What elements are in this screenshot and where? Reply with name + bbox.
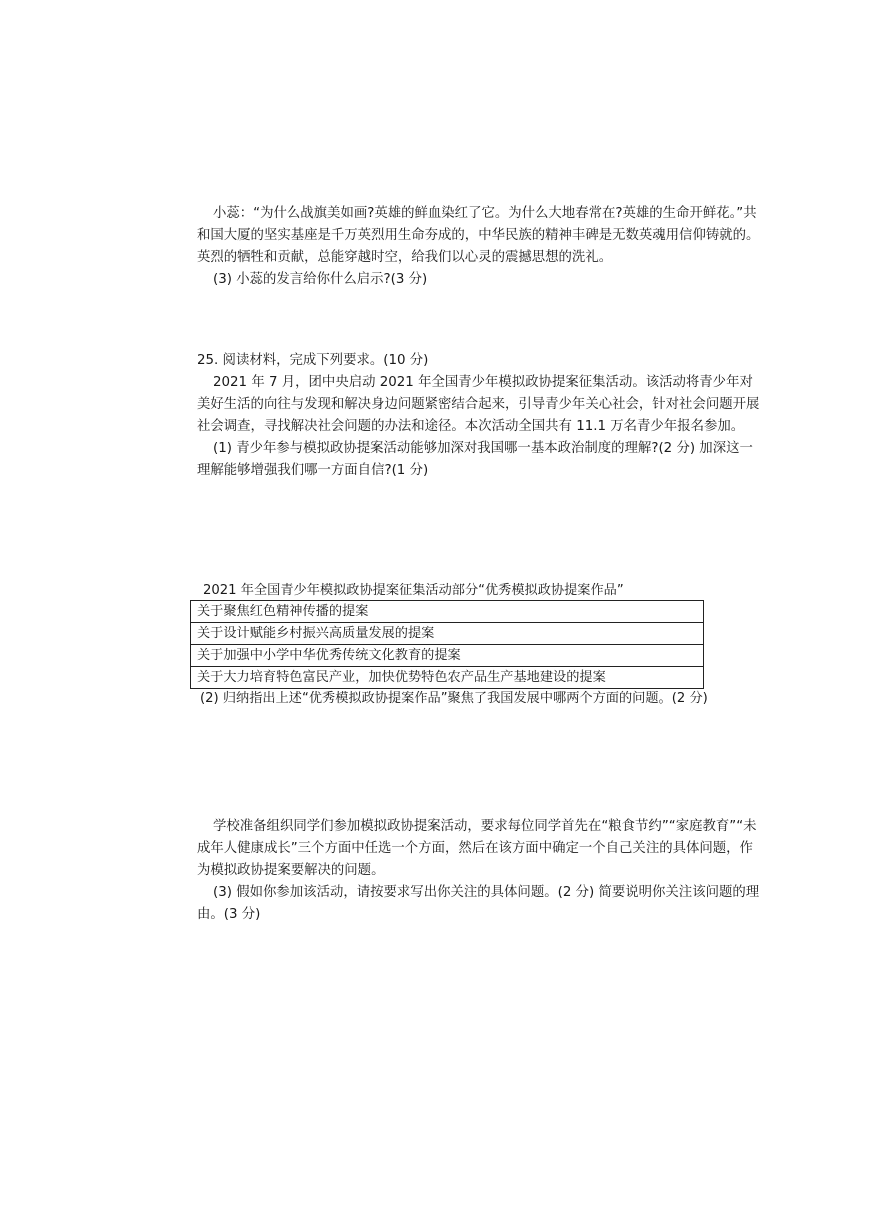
proposal-table bbox=[190, 600, 704, 689]
table-row bbox=[191, 667, 704, 689]
table-cell: 关于聚焦红色精神传播的提案 bbox=[191, 601, 704, 623]
table-cell: 关于设计赋能乡村振兴高质量发展的提案 bbox=[191, 623, 704, 645]
section-school-activity bbox=[197, 816, 762, 926]
table-cell: 关于大力培育特色富民产业，加快优势特色农产品生产基地建设的提案 bbox=[191, 667, 704, 689]
activity-paragraph: 学校准备组织同学们参加模拟政协提案活动，要求每位同学首先在“粮食节约”“家庭教育”“未成年人健康成长”三个方面中任选一个方面，然后在该方面中确定一个自己关注的具体问题，作为模拟政协提案要解决的问题。 bbox=[197, 819, 757, 878]
table-caption: 2021 年全国青少年模拟政协提案征集活动部分“优秀模拟政协提案作品” bbox=[203, 583, 624, 598]
material-paragraph: 2021 年 7 月，团中央启动 2021 年全国青少年模拟政协提案征集活动。该活动将青少年对美好生活的向往与发现和解决身边问题紧密结合起来，引导青少年关心社会，针对社会问题开展社会调查，寻找解决社会问题的办法和途径。本次活动全国共有 11.1 万名青少年报名参加。 bbox=[197, 375, 760, 434]
question-3-hero: (3) 小蕊的发言给你什么启示?(3 分) bbox=[213, 272, 428, 287]
question-2: (2) 归纳指出上述“优秀模拟政协提案作品”聚焦了我国发展中哪两个方面的问题。(2 分) bbox=[200, 691, 708, 706]
question-1: (1) 青少年参与模拟政协提案活动能够加深对我国哪一基本政治制度的理解?(2 分) 加深这一理解能够增强我们哪一方面自信?(1 分) bbox=[197, 441, 753, 478]
table-row bbox=[191, 601, 704, 623]
question-25-heading: 25. 阅读材料，完成下列要求。(10 分) bbox=[197, 353, 429, 368]
table-row bbox=[191, 645, 704, 667]
section-question-25 bbox=[197, 350, 762, 482]
question-3: (3) 假如你参加该活动，请按要求写出你关注的具体问题。(2 分) 简要说明你关注该问题的理由。(3 分) bbox=[197, 885, 760, 922]
section-hero-story bbox=[197, 203, 762, 291]
table-row bbox=[191, 623, 704, 645]
table-cell: 关于加强中小学中华优秀传统文化教育的提案 bbox=[191, 645, 704, 667]
hero-paragraph: 小蕊：“为什么战旗美如画?英雄的鲜血染红了它。为什么大地春常在?英雄的生命开鲜花。”共和国大厦的坚实基座是千万英烈用生命夯成的，中华民族的精神丰碑是无数英魂用信仰铸就的。英烈的牺牲和贡献，总能穿越时空，给我们以心灵的震撼思想的洗礼。 bbox=[197, 206, 760, 265]
